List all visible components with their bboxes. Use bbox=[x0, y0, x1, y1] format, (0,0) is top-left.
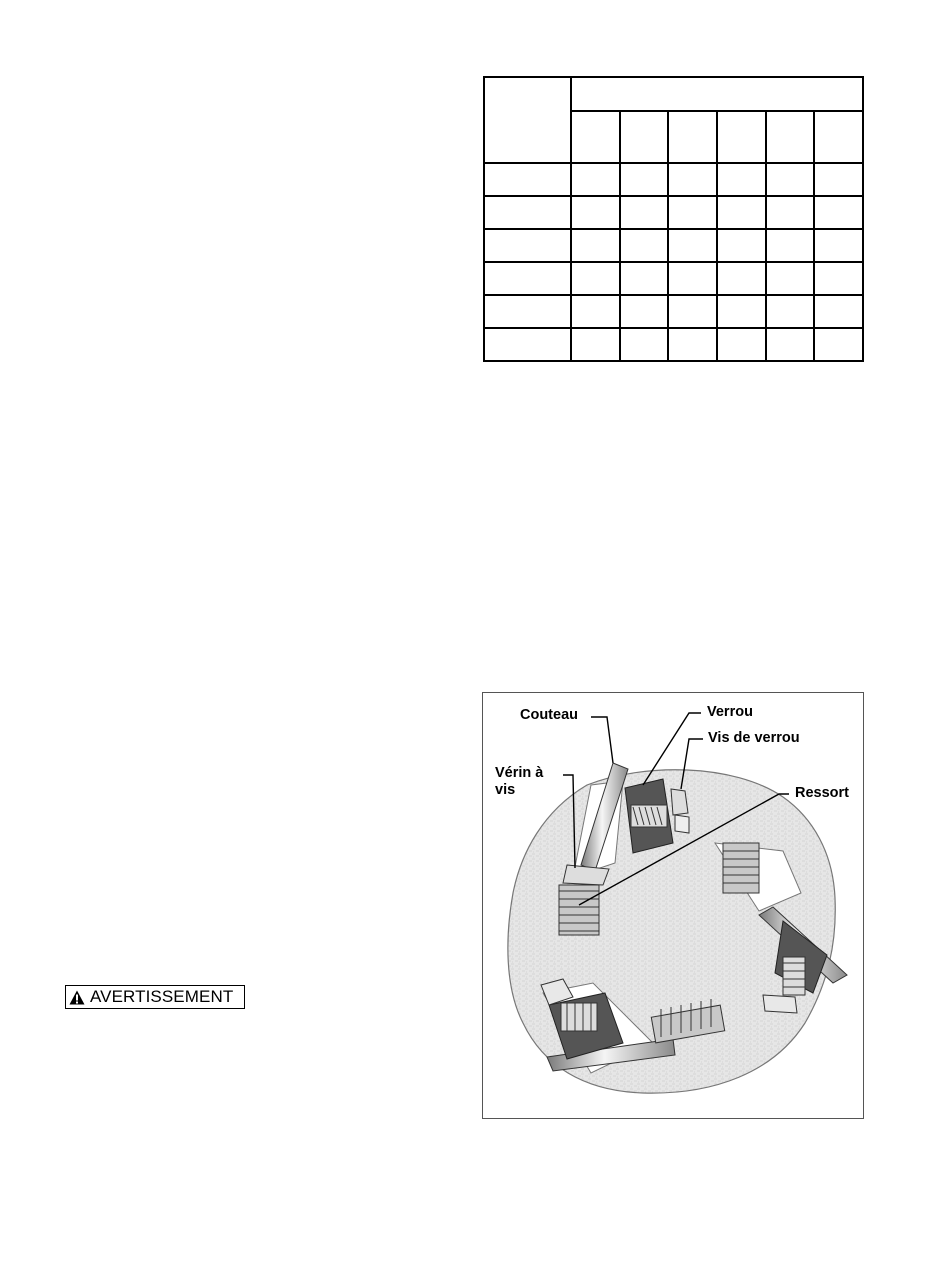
empty-spec-table bbox=[483, 76, 864, 362]
table-row bbox=[484, 229, 863, 262]
table-cell bbox=[620, 295, 669, 328]
table-cell bbox=[571, 262, 620, 295]
table-subheader-cell bbox=[814, 111, 863, 163]
table-cell bbox=[717, 295, 766, 328]
cutterhead-figure bbox=[482, 692, 864, 1119]
callout-verin-a-vis-line2: vis bbox=[495, 782, 516, 798]
callout-verin-a-vis-line1: Vérin à bbox=[495, 765, 544, 781]
table-cell bbox=[571, 328, 620, 361]
table-cell bbox=[620, 163, 669, 196]
table-cell bbox=[620, 262, 669, 295]
table-row bbox=[484, 328, 863, 361]
table-subheader-cell bbox=[766, 111, 815, 163]
table-subheader-cell bbox=[620, 111, 669, 163]
table-subheader-cell bbox=[668, 111, 717, 163]
table-cell bbox=[668, 262, 717, 295]
table-cell bbox=[571, 229, 620, 262]
table-cell bbox=[717, 229, 766, 262]
table-cell bbox=[814, 262, 863, 295]
table-corner-cell bbox=[484, 77, 571, 163]
table-cell bbox=[484, 229, 571, 262]
table-row bbox=[484, 196, 863, 229]
warning-text: AVERTISSEMENT bbox=[90, 987, 234, 1006]
table-cell bbox=[717, 328, 766, 361]
cutterhead-illustration bbox=[483, 693, 863, 1117]
table-cell bbox=[668, 295, 717, 328]
table-cell bbox=[814, 163, 863, 196]
table-cell bbox=[766, 262, 815, 295]
warning-label bbox=[65, 985, 245, 1009]
table-cell bbox=[668, 196, 717, 229]
table-cell bbox=[484, 262, 571, 295]
table-cell bbox=[814, 328, 863, 361]
table-cell bbox=[766, 229, 815, 262]
table-row bbox=[484, 163, 863, 196]
table-subheader-cell bbox=[571, 111, 620, 163]
table-cell bbox=[571, 196, 620, 229]
table-cell bbox=[717, 262, 766, 295]
table-cell bbox=[620, 196, 669, 229]
table-row bbox=[484, 262, 863, 295]
table-cell bbox=[717, 163, 766, 196]
table-cell bbox=[668, 328, 717, 361]
table-subheader-cell bbox=[717, 111, 766, 163]
table-cell bbox=[484, 196, 571, 229]
table-cell bbox=[717, 196, 766, 229]
table-row bbox=[484, 295, 863, 328]
table-cell bbox=[620, 229, 669, 262]
table-cell bbox=[814, 229, 863, 262]
table-cell bbox=[814, 295, 863, 328]
table-cell bbox=[484, 295, 571, 328]
table-cell bbox=[668, 163, 717, 196]
callout-ressort: Ressort bbox=[795, 785, 849, 801]
table-cell bbox=[484, 163, 571, 196]
callout-verrou: Verrou bbox=[707, 704, 753, 720]
table-cell bbox=[766, 163, 815, 196]
table-group-header-cell bbox=[571, 77, 863, 111]
table-cell bbox=[484, 328, 571, 361]
table-header-row bbox=[484, 77, 863, 111]
warning-triangle-icon bbox=[69, 990, 85, 1005]
table-cell bbox=[668, 229, 717, 262]
table-cell bbox=[814, 196, 863, 229]
table-cell bbox=[571, 163, 620, 196]
table-cell bbox=[766, 328, 815, 361]
callout-couteau: Couteau bbox=[520, 707, 578, 723]
table-cell bbox=[766, 295, 815, 328]
table-cell bbox=[620, 328, 669, 361]
table-cell bbox=[571, 295, 620, 328]
callout-vis-de-verrou: Vis de verrou bbox=[708, 730, 800, 746]
table-cell bbox=[766, 196, 815, 229]
